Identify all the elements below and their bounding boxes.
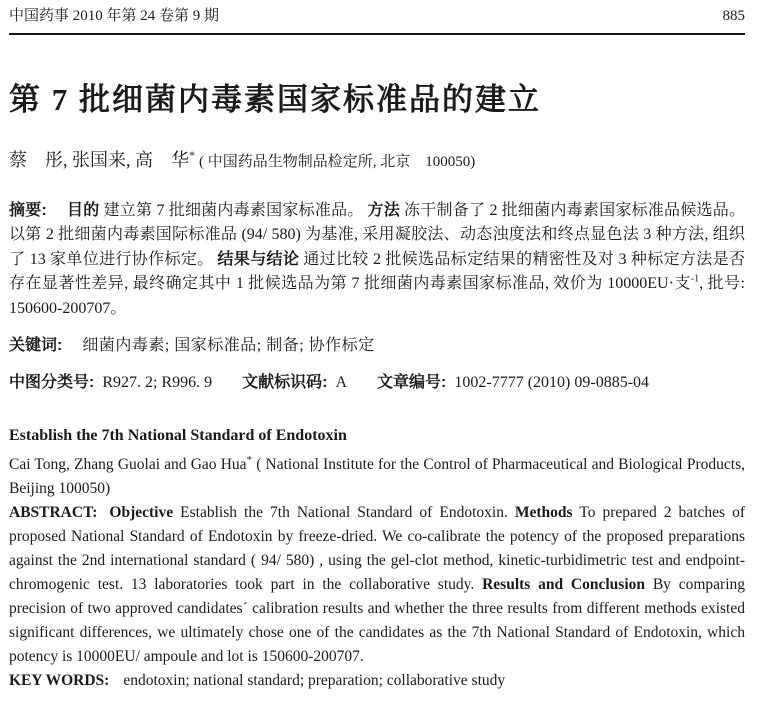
affiliation-en: ( National Institute for the Control of Pharmaceutical and Biological Products, Beijing 100050) (9, 456, 745, 498)
results-label-cn: 结果与结论 (217, 250, 300, 268)
article-title-cn: 第 7 批细菌内毒素国家标准品的建立 (9, 82, 541, 117)
objective-label-en: Objective (109, 504, 174, 522)
corresponding-author-asterisk-en: * (246, 454, 253, 467)
results-text-en: By comparing precision of two approved candidates´ calibration results and whether the three results from different methods existed significant differences, we ultimately chose one of the candidates as the 7th National Standard of Endotoxin, which potency is 10000EU/ ampoule and lot is 150600-200707. (9, 576, 746, 666)
meta-line (9, 372, 745, 394)
results-label-en: Results and Conclusion (482, 576, 646, 594)
methods-label-en: Methods (514, 504, 573, 522)
results-text-cn-2: , 批号: 150600-200707。 (9, 275, 745, 317)
article-id-label: 文章编号: (377, 374, 447, 392)
article-id-value: 1002-7777 (2010) 09-0885-04 (454, 374, 650, 392)
keywords-en (9, 669, 745, 693)
page-number: 885 (722, 8, 745, 24)
objective-label-cn: 目的 (66, 201, 100, 219)
potency-superscript: -1 (690, 273, 700, 285)
abstract-en (9, 501, 745, 669)
authors-cn (9, 149, 745, 173)
author-names-en: Cai Tong, Zhang Guolai and Gao Hua (9, 456, 247, 474)
methods-text-cn: 冻干制备了 2 批细菌内毒素国家标准品候选品。以第 2 批细菌内毒素国际标准品 (94/ 580) 为基准, 采用凝胶法、动态浊度法和终点显色法 3 种方法, 组织了 13 家单位进行协作标定。 (9, 201, 745, 268)
authors-en (9, 453, 745, 501)
objective-text-cn: 建立第 7 批细菌内毒素国家标准品。 (103, 201, 364, 219)
keywords-text-en: endotoxin; national standard; preparation; collaborative study (123, 672, 506, 690)
author-names-cn: 蔡 彤, 张国来, 高 华 (9, 149, 189, 170)
doc-code-value: A (335, 374, 348, 392)
article-title-en: Establish the 7th National Standard of Endotoxin (9, 427, 347, 445)
keywords-label-cn: 关键词: (9, 337, 63, 355)
abstract-label-cn: 摘要: (9, 201, 47, 219)
abstract-label-en: ABSTRACT: (9, 504, 98, 522)
doc-code-label: 文献标识码: (242, 374, 328, 392)
affiliation-cn: ( 中国药品生物制品检定所, 北京 100050) (199, 153, 476, 170)
abstract-cn (9, 199, 745, 322)
methods-label-cn: 方法 (367, 201, 401, 219)
objective-text-en: Establish the 7th National Standard of Endotoxin. (180, 504, 508, 522)
journal-issue: 中国药事 2010 年第 24 卷第 9 期 (9, 8, 220, 24)
methods-text-en: To prepared 2 batches of proposed National Standard of Endotoxin by freeze-dried. We co-calibrate the potency of the proposed preparations against the 2nd international standard ( 94/ 580) , using the gel-clot method, kinetic-turbidimetric test and endpoint-chromogenic test. 13 laboratories took part in the collaborative study. (9, 504, 745, 594)
corresponding-author-asterisk: * (189, 147, 195, 162)
clc-label: 中图分类号: (9, 374, 95, 392)
results-text-cn-1: 通过比较 2 批候选品标定结果的精密性及对 3 种标定方法是否存在显著性差异, 最终确定其中 1 批候选品为第 7 批细菌内毒素国家标准品, 效价为 10000EU·支 (9, 250, 745, 293)
clc-value: R927. 2; R996. 9 (102, 374, 213, 392)
keywords-cn (9, 335, 745, 357)
keywords-label-en: KEY WORDS: (9, 672, 110, 690)
keywords-text-cn: 细菌内毒素; 国家标准品; 制备; 协作标定 (82, 337, 375, 355)
running-head (9, 6, 745, 35)
